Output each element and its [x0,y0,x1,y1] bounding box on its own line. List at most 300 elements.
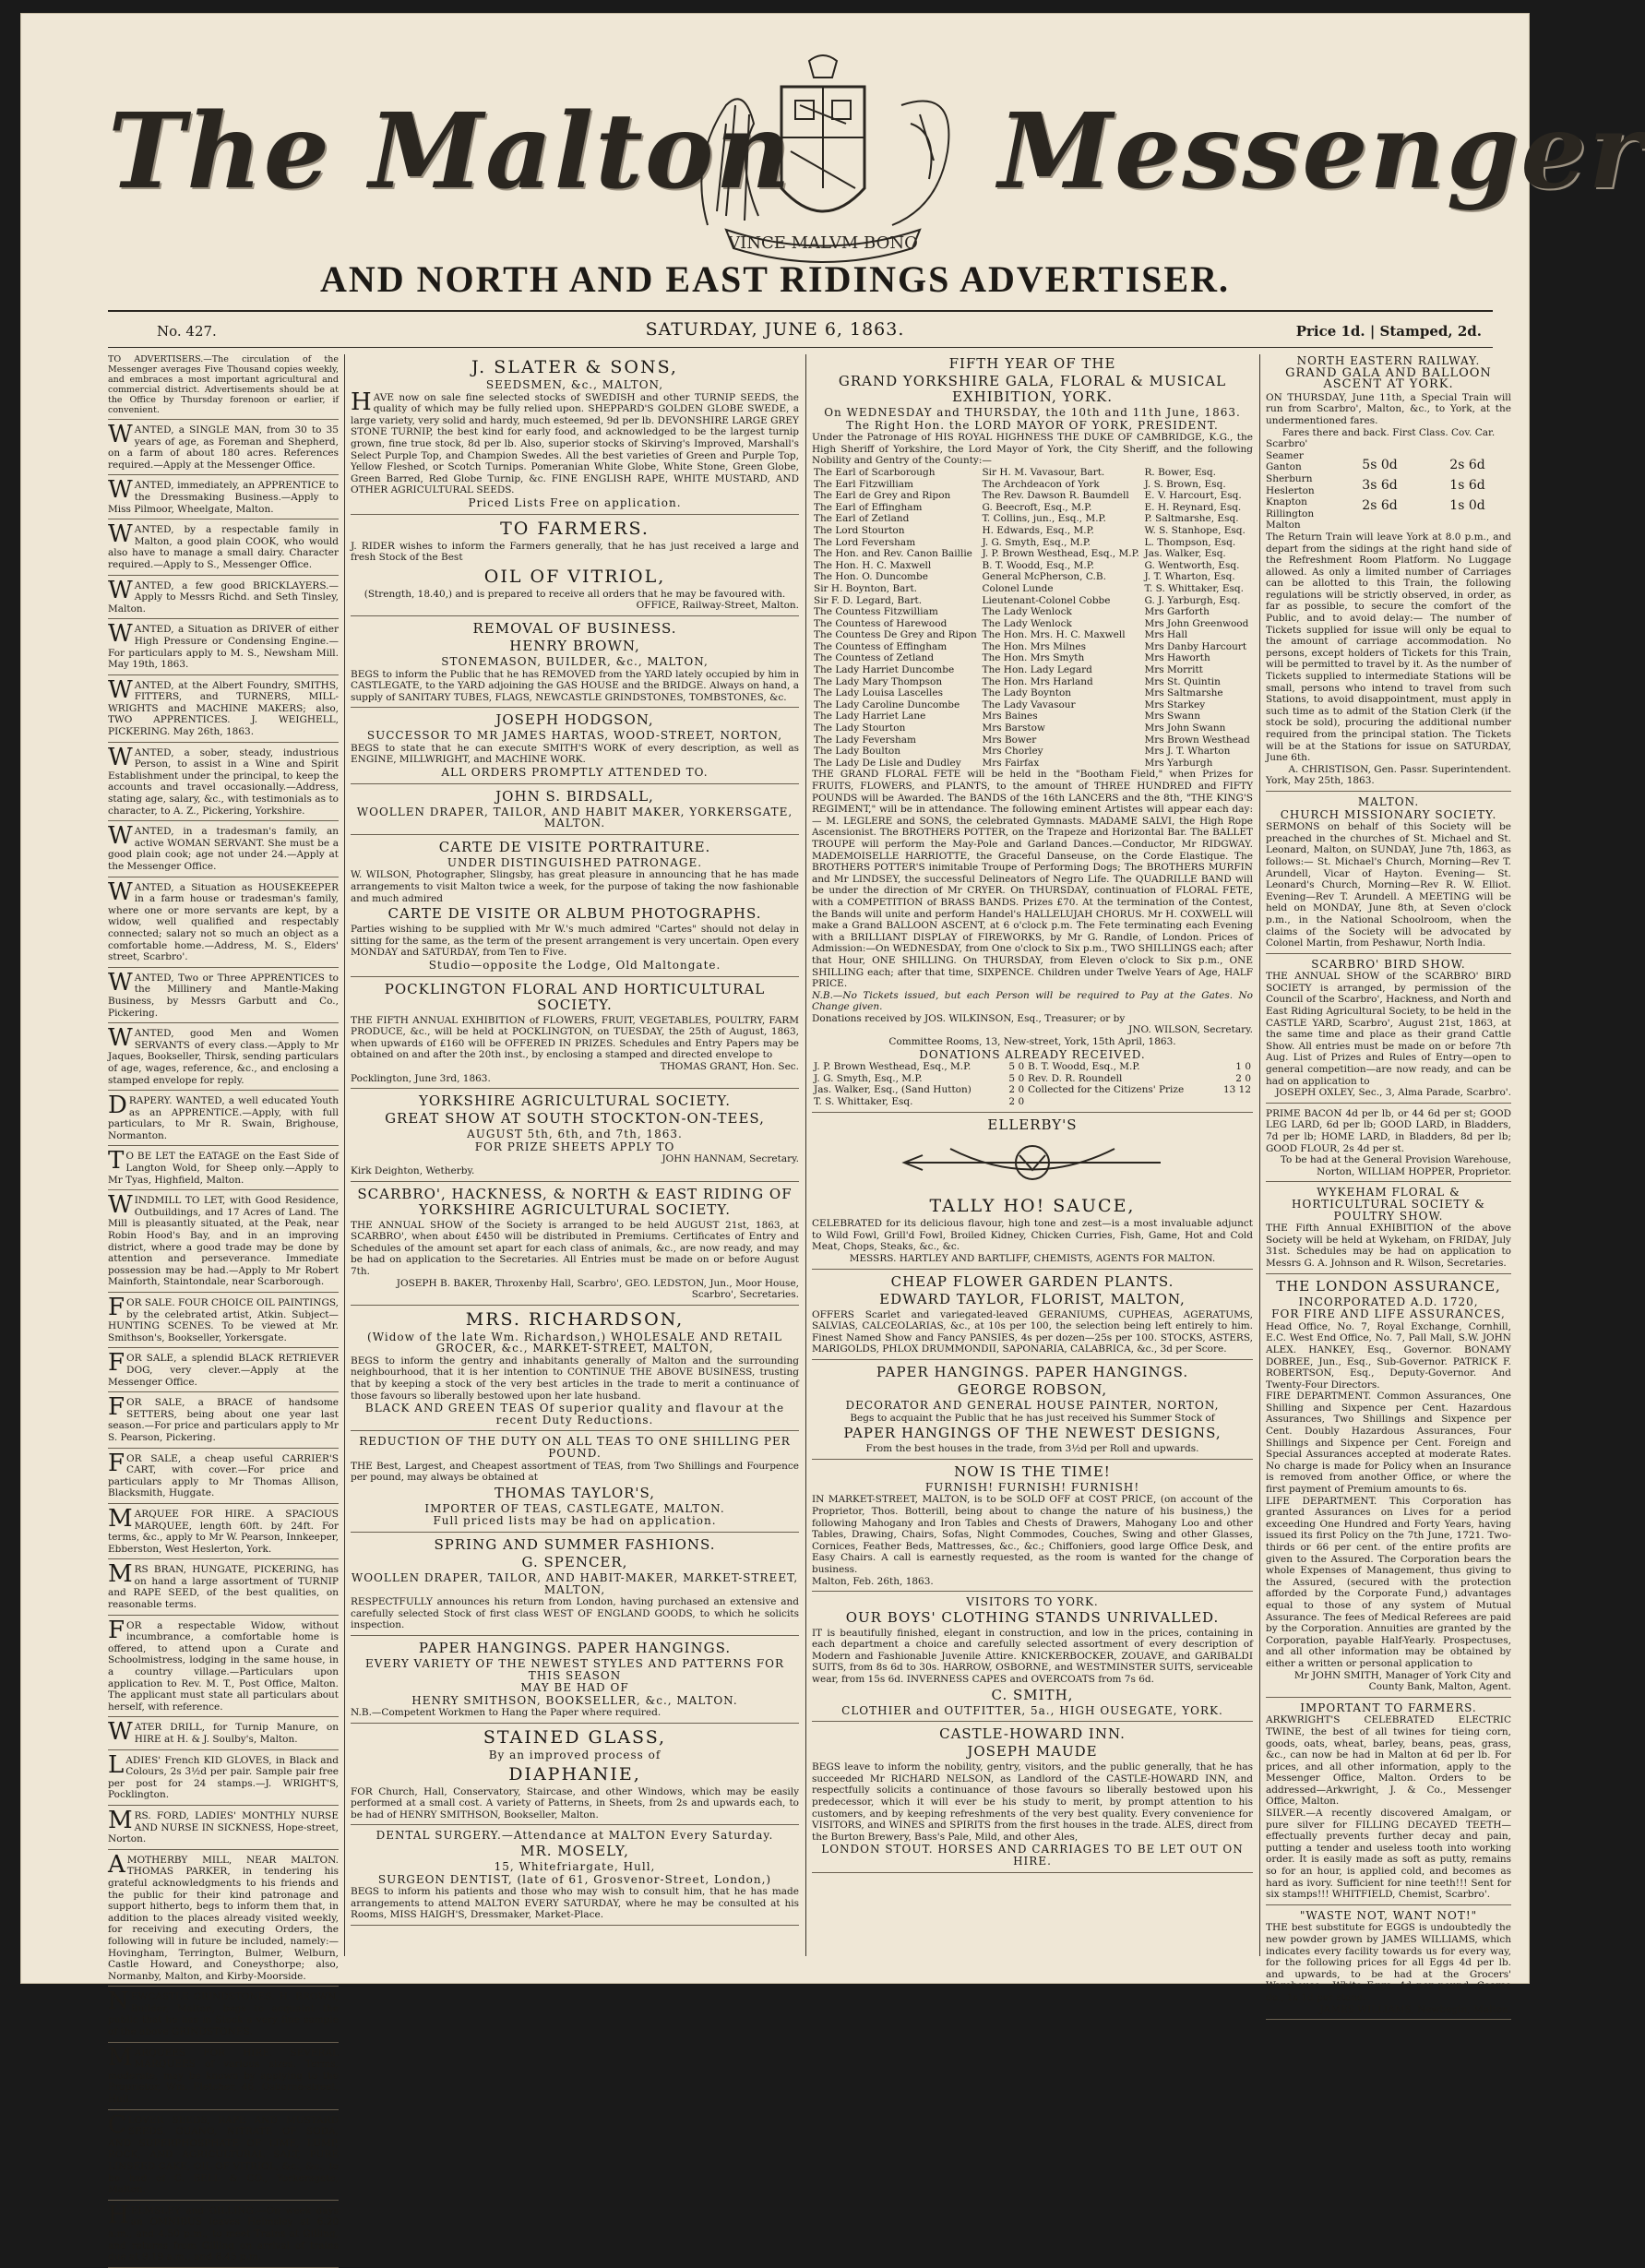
table-row [812,1073,1253,1085]
table-row [812,490,1253,502]
fare-value: 5s 0d [1362,457,1398,472]
small-ad [108,620,339,674]
small-ad [108,743,339,822]
ad-body: THE GRAND FLORAL FETE will be held in the "Bootham Field," when Prizes for FRUITS, FLOWERS, and PLANTS, to the amount of THREE HUNDRED and FIFTY POUNDS will be Awarded. The BANDS of the 16th LANCERS and the 8th, "THE KING'S REGIMENT," will be in attendance. The following eminent Artistes will appear each day:— M. LEGLERE and SONS, the celebrated Gymnasts. MADAME SALVI, the High Rope Ascensionist. The BROTHERS POTTER, on the Trapeze and Horizontal Bar. The BALLET TROUPE will perform the May-Pole and Garland Dances.—Conductor, Mr RIDGWAY. MADEMOISELLE HARRIOTTE, the Graceful Danseuse, on the Corde Elastique. The BROTHERS POTTER'S inimitable Troupe of Performing Dogs; The BROTHERS MURFIN and Mr LINDSEY, the successful Delineators of Negro Life. The QUADRILLE BAND will be under the direction of Mr CRYER. On THURSDAY, continuation of FLORAL FETE, with a COMPETITION of BRASS BANDS. Prizes £70. At the termination of the Contest, the Bands will unite and perform Handel's HALLELUJAH CHORUS. Mr H. COXWELL will make a Grand BALLOON ASCENT, at 6 o'clock p.m. The Fete terminating each Evening with a BRILLIANT DISPLAY of FIREWORKS, by Mr G. Randle, of London. Prices of Admission:—On WEDNESDAY, from One o'clock to Six p.m., TWO SHILLINGS each; after that Hour, ONE SHILLING. On THURSDAY, from Eleven o'clock to Six p.m., ONE SHILLING each; after that time, SIXPENCE. Children under Twelve Years of Age, HALF PRICE. [812,769,1253,990]
notice-to-advertisers: TO ADVERTISERS.—The circulation of the Messenger averages Five Thousand copies weekly, and embraces a most important agricultural and commercial district. Advertisements should be at the Office by Thursday forenoon or earlier, if convenient. [108,354,339,420]
fares-table [1266,438,1511,531]
small-ad [108,1504,339,1559]
ad-scarbro-bird-show [1266,959,1511,1104]
ad-headline: SCARBRO' BIRD SHOW. [1311,957,1466,971]
small-ad-text: MRS BRAN, HUNGATE, PICKERING, has on hand a large assortment of TURNIP and RAPE SEED, of the best qualities, on reasonable terms. [108,1560,339,1611]
ad-signature: To be had at the General Provision Warehouse, Norton, WILLIAM HOPPER, Proprietor. [1280,1154,1511,1177]
issue-number: No. 427. [157,323,217,340]
ad-subhead: FOR FIRE AND LIFE ASSURANCES, [1271,1307,1506,1321]
patron-name: E. H. Reynard, Esq. [1144,501,1242,513]
ad-headline: FIFTH YEAR OF THE [948,355,1116,372]
patron-name: Colonel Lunde [982,582,1054,594]
donation-amount: 5 0 [1008,1072,1025,1084]
table-row [812,560,1253,572]
ad-body: LIFE DEPARTMENT. This Corporation has granted Assurances on Lives for a period exceeding One Hundred and Forty Years, having issued its first Policy on the 7th June, 1721. Two-thirds or 66 per cent. of the entire profits are given to the Assured. The Corporation bears the whole Expenses of Management, thus giving to the Assured, (secured with the protection afforded by the Corporate Fund,) advantages equal to those of any system of Mutual Assurance. The fees of Medical Referees are paid by the Corporation. Annuities are granted by the Corporation, payable Half-Yearly. Prospectuses, and all other information may be obtained by either a written or personal application to [1266,1495,1511,1669]
ad-name: THOMAS TAYLOR'S, [494,1484,656,1501]
ad-headline: DENTAL SURGERY.—Attendance at MALTON Every Saturday. [375,1829,774,1843]
small-ad [108,421,339,475]
ad-body: THE ANNUAL SHOW of the SCARBRO' BIRD SOCIETY is arranged, by permission of the Council of the Scarbro', Hackness, and North and East Riding Agricultural Society, to be held in the CASTLE YARD, Scarbro', August 21st, 1863, at the same time and place as their grand Cattle Show. All entries must be made on or before 7th Aug. List of Prizes and Rules of Entry—open to general competition—are now ready, and can be had on application to [1266,971,1511,1087]
ad-wykeham-show [1266,1187,1511,1273]
small-ad-text: WINDMILL TO LET, with Good Residence, Outbuildings, and 17 Acres of Land. The Mill is pleasantly situated, at the Peak, near Robin Hood's Bay, and in an improving district, where a good trade may be done by attention and perseverance. Immediate possession may be had.—Apply to Mr Robert Mainforth, Staintondale, near Scarborough. [108,1191,339,1288]
column-1-small-ads [108,354,339,2263]
small-ad-text: WANTED, a SINGLE MAN, from 30 to 35 years of age, as Foreman and Shepherd, on a farm of about 180 acres. References required.—Apply at the Messenger Office. [108,421,339,471]
ad-to-farmers [351,519,799,616]
patron-name: The Earl of Effingham [814,501,923,513]
small-ad [108,520,339,575]
ad-thomas-taylor [351,1436,799,1533]
ad-subhead: AUGUST 5th, 6th, and 7th, 1863. [467,1128,683,1141]
ad-body: THE ANNUAL SHOW of the Society is arranged to be held AUGUST 21st, 1863, at SCARBRO', when about £450 will be distributed in Premiums. Certificates of Entry and Schedules of the amount set apart for each class of animals, &c., are now ready, and may be had on application to the Secretaries. All Entries must be made on or before August 7th. [351,1219,799,1277]
ad-body: Donations received by JOS. WILKINSON, Esq., Treasurer; or by [812,1012,1126,1024]
ad-subhead: INCORPORATED A.D. 1720, [1298,1295,1479,1308]
ad-subhead: CLOTHIER and OUTFITTER, 5a., HIGH OUSEGATE, YORK. [841,1703,1223,1717]
small-ad-text: FOR SALE, a cheap useful CARRIER'S CART, with cover.—For price and particulars apply to Mr Thomas Allison, Blacksmith, Huggate. [108,1449,339,1499]
patron-name: The Hon. Mrs Milnes [982,640,1087,652]
ad-headline: OIL OF VITRIOL, [483,566,666,587]
patron-name: The Lady Louisa Lascelles [814,687,943,699]
patron-name: P. Saltmarshe, Esq. [1144,513,1239,525]
ad-name: MR. MOSELY, [520,1842,629,1859]
donation-amount [1216,1096,1253,1108]
ad-date: Pocklington, June 3rd, 1863. [351,1072,491,1084]
small-ad [108,968,339,1023]
ad-prime-bacon [1266,1108,1511,1183]
donations-heading: DONATIONS ALREADY RECEIVED. [919,1047,1146,1061]
ad-headline: REDUCTION OF THE DUTY ON ALL TEAS TO ONE SHILLING PER POUND. [359,1435,791,1461]
ad-headline: JOHN S. BIRDSALL, [495,787,654,805]
ad-body: IN MARKET-STREET, MALTON, is to be SOLD OFF at COST PRICE, (on account of the Proprietor, Thos. Botterill, being about to change the nature of his business,) the following Mahogany and Iron Tables and Chests of Drawers, Mahogany Loo and other Tables, Drawing, Chairs, Sofas, Night Commodes, Couches, Swing and other Glasses, Cornices, Feather Beds, Mattresses, &c., &c.; Chiffoniers, good large Office Desk, and Easy Chairs. A call is earnestly requested, as the room is wanted for the change of business. [812,1494,1253,1575]
table-row [812,583,1253,595]
donor-name: Collected for the Citizens' Prize [1028,1084,1185,1096]
small-ad-text: WANTED, a Situation as DRIVER of either High Pressure or Condensing Engine.—For particulars apply to M. S., Newsham Mill. May 19th, 1863. [108,620,339,671]
ad-body: EVERY VARIETY OF THE NEWEST STYLES AND PATTERNS FOR THIS SEASON [364,1656,785,1682]
ad-signature: MESSRS. HARTLEY AND BARTLIFF, CHEMISTS, AGENTS FOR MALTON. [849,1253,1216,1264]
ad-body: FOR PRIZE SHEETS APPLY TO [474,1140,675,1153]
subtitle: AND NORTH AND EAST RIDINGS ADVERTISER. [320,258,1230,300]
ad-body: ON THURSDAY, June 11th, a Special Train will run from Scarbro', Malton, &c., to York, at the undermentioned fares. [1266,391,1511,426]
ad-date: York, May 25th, 1863. [1266,775,1375,787]
ad-name: JOSEPH MAUDE [967,1743,1098,1761]
small-ad-text: WANTED, in a tradesman's family, an active WOMAN SERVANT. She must be a good plain cook; age not under 24.—Apply at the Messenger Office. [108,822,339,872]
patron-name: G. J. Yarburgh, Esq. [1144,594,1241,606]
table-row [812,548,1253,560]
table-row [812,502,1253,514]
patron-name: General McPherson, C.B. [982,571,1106,583]
patron-name: Jas. Walker, Esq. [1144,548,1226,560]
fare-value: 1s 6d [1449,477,1485,493]
ad-ellerbys-sauce [812,1117,1253,1270]
fares-heading: Fares there and back. First Class. Cov. Car. [1281,426,1496,438]
patron-name: The Countess of Effingham [814,640,948,652]
donor-name [1026,1096,1215,1108]
ad-headline: THE LONDON ASSURANCE, [1276,1277,1501,1295]
ad-body: BEGS to inform the Public that he has REMOVED from the YARD lately occupied by him in CASTLEGATE, to the YARD adjoining the GAS HOUSE and the BRIDGE. Always on hand, a supply of SANITARY TUBES, FLAGS, NEWCASTLE GRINDSTONES, TOMBSTONES, &c. [351,668,799,703]
table-row [812,537,1253,549]
patron-name: Sir F. D. Legard, Bart. [814,594,923,606]
small-ad [108,877,339,968]
ad-g-spencer [351,1537,799,1636]
small-ad [108,1718,339,1749]
patron-name: The Lady Mary Thompson [814,675,943,687]
ad-signature: JOSEPH OXLEY, Sec., 3, Alma Parade, Scarbro'. [1275,1087,1511,1099]
table-row [812,629,1253,641]
ad-headline: CHURCH MISSIONARY SOCIETY. [1280,807,1497,821]
small-ad-text: DRAPERY. WANTED, a well educated Youth as an APPRENTICE.—Apply, with full particulars, to Mr R. Swain, Brighouse, Normanton. [108,1092,339,1141]
table-row [812,641,1253,653]
patron-name: Mrs Morritt [1144,664,1203,676]
ad-date: Malton, Feb. 26th, 1863. [812,1575,934,1587]
patron-name: Sir H. M. Vavasour, Bart. [982,466,1105,478]
ad-edward-taylor-florist [812,1274,1253,1360]
small-ad-text: FOR SALE. FOUR CHOICE OIL PAINTINGS, by the celebrated artist, Atkin. Subject—HUNTING SCENES. To be viewed at Mr. Smithson's, Bookseller, Yorkersgate. [108,1294,339,1343]
small-ad [108,1560,339,1615]
patron-name: The Countess Fitzwilliam [814,606,938,618]
ad-subhead: MAY BE HAD OF [520,1681,629,1695]
ad-body: W. WILSON, Photographer, Slingsby, has great pleasure in announcing that he has made arrangements to visit Malton twice a week, for the purpose of taking the now fashionable and much admired [351,869,799,904]
ad-slater [351,358,799,515]
ad-body: ARKWRIGHT'S CELEBRATED ELECTRIC TWINE, the best of all twines for tieing corn, goods, oats, wheat, barley, beans, peas, grass, &c., can now be had in Malton at 6d per lb. For prices, and all other information, apply to the Messenger Office, Malton. Orders to be addressed—Arkwright, J. & Co., Messenger Office, Malton. [1266,1714,1511,1808]
donation-amount: 5 0 [1008,1061,1025,1073]
table-row [812,479,1253,491]
small-ad [108,1393,339,1448]
fare-value: 2s 6d [1362,497,1398,513]
patron-name: Sir H. Boynton, Bart. [814,582,918,594]
patron-name: The Lady Boulton [814,746,901,758]
patron-name: The Rev. Dawson R. Baumdell [982,490,1129,502]
patron-name: E. V. Harcourt, Esq. [1144,490,1242,502]
patron-name: G. Beecroft, Esq., M.P. [982,501,1092,513]
patron-name: The Hon. Mrs. H. C. Maxwell [982,629,1126,641]
ad-name: HENRY SMITHSON, BOOKSELLER, &c., MALTON. [411,1693,738,1707]
ad-body: BEGS to state that he can execute SMITH'S WORK of every description, as well as ENGINE, MILLWRIGHT, and MACHINE WORK. [351,742,799,766]
small-ad [108,1024,339,1091]
issue-date: SATURDAY, JUNE 6, 1863. [645,319,905,340]
small-ad [108,1850,339,1987]
patron-name: J. P. Brown Westhead, Esq., M.P. [982,548,1139,560]
patron-name: T. Collins, jun., Esq., M.P. [982,513,1106,525]
ad-headline: POCKLINGTON FLORAL AND HORTICULTURAL SOCIETY. [384,980,766,1013]
patron-name: The Lady Caroline Duncombe [814,698,960,710]
small-ad-text: WANTED, a few good BRICKLAYERS.—Apply to Messrs Richd. and Seth Tinsley, Malton. [108,576,339,615]
ad-subhead: The Right Hon. the LORD MAYOR OF YORK, PRESIDENT. [846,418,1219,432]
title-messenger: Messenger [998,91,1645,212]
ad-footer: From the best houses in the trade, from 3½d per Roll and upwards. [865,1443,1199,1455]
patron-name: The Hon. Lady Legard [982,664,1092,676]
column-3 [812,354,1253,1956]
patron-name: Mrs Barstow [982,722,1045,734]
ad-george-robson [812,1365,1253,1460]
small-ad [108,576,339,620]
table-row [812,676,1253,688]
ad-headline: IMPORTANT TO FARMERS. [1300,1701,1477,1714]
small-ad [108,2043,339,2110]
patron-name: The Hon. Mrs Smyth [982,652,1085,664]
ad-church-missionary [1266,796,1511,954]
ad-headline: CASTLE-HOWARD INN. [939,1725,1126,1743]
small-ad-text: FOR SALE, a splendid BLACK RETRIEVER DOG, very clever.—Apply at the Messenger Office. [108,1349,339,1388]
ad-subhead: DECORATOR AND GENERAL HOUSE PAINTER, NORTON, [845,1398,1220,1412]
small-ad [108,1349,339,1392]
small-ad-text: WANTED, Two or Three APPRENTICES to the Millinery and Mantle-Making Business, by Messrs Garbutt and Co., Pickering. [108,968,339,1019]
patron-name: The Lady Vavasour [982,698,1076,710]
ad-headline: JOSEPH HODGSON, [495,711,654,729]
ad-waste-not [1266,1910,1511,2020]
patron-name: The Hon. O. Duncombe [814,571,928,583]
ad-headline: SCARBRO', HACKNESS, & NORTH & EAST RIDING OF YORKSHIRE AGRICULTURAL SOCIETY. [357,1185,793,1218]
small-ad [108,1806,339,1850]
patron-name: Mrs Chorley [982,746,1043,758]
ad-subhead: UNDER DISTINGUISHED PATRONAGE. [447,855,703,869]
ad-castle-howard-inn [812,1726,1253,1872]
donation-amount: 1 0 [1235,1061,1251,1073]
column-divider [344,354,345,1956]
ad-footer: Studio—opposite the Lodge, Old Maltongate. [428,959,721,972]
ad-yorkshire-agricultural [351,1093,799,1181]
ad-name: EDWARD TAYLOR, FLORIST, MALTON, [879,1290,1186,1307]
ad-c-smith-clothier [812,1596,1253,1722]
ad-body: BEGS leave to inform the nobility, gentry, visitors, and the public generally, that he has succeeded Mr RICHARD NELSON, as Landlord of the CASTLE-HOWARD INN, and respectfully solicits a continuance of those favours so liberally bestowed upon his predecessor, which it will ever be his study to merit, by prompt attention to his customers, and by keeping refreshments of the very best quality. Every convenience for VISITORS, and WINES and SPIRITS from the first houses in the trade. ALES, direct from the Burton Brewery, Bass's Pale, Mild, and other Ales, [812,1761,1253,1843]
donor-name: Jas. Walker, Esq., (Sand Hutton) [814,1084,972,1096]
patron-name: The Lady Harriet Duncombe [814,664,955,676]
ad-footer: ALL ORDERS PROMPTLY ATTENDED TO. [441,766,709,780]
ad-body: (Strength, 18.40,) and is prepared to receive all orders that he may be favoured with. [364,588,786,600]
patron-name: The Countess of Harewood [814,617,948,629]
ad-headline: MRS. RICHARDSON, [465,1308,685,1330]
station-name: Knapton [1266,496,1307,508]
table-row [812,687,1253,699]
ad-henry-brown [351,621,799,708]
ad-signature: JOSEPH B. BAKER, Throxenby Hall, Scarbro', GEO. LEDSTON, Jun., Moor House, Scarbro', Secretaries. [396,1277,799,1301]
table-row [812,467,1253,479]
small-ad [108,1750,339,1806]
small-ad [108,2110,339,2201]
table-row [812,664,1253,676]
station-name: Sherburn [1266,472,1313,484]
column-divider [805,354,806,1956]
ad-signature: JNO. WILSON, Secretary. [1128,1024,1253,1036]
small-ad-text: MARQUEES FOR HIRE. SEVERAL MARQUEES of various sizes. Terms, moderate, may be known by applying to the Proprietor, Wm. Fletcher, 46, Osborne-street, Hull. [108,2043,339,2106]
small-ad [108,1616,339,1718]
ad-body: THE Best, Largest, and Cheapest assortment of TEAS, from Two Shillings and Fourpence per pound, may always be obtained at [351,1460,799,1484]
patron-name: The Lord Feversham [814,536,916,548]
ad-headline: SPRING AND SUMMER FASHIONS. [434,1536,716,1553]
patron-name: H. Edwards, Esq., M.P. [982,524,1094,536]
ad-body: PRIME BACON 4d per lb, or 44 6d per st; GOOD LEG LARD, 6d per lb; GOOD LARD, in Bladders, 7d per lb; HOME LARD, in Bladders, 8d per lb; GOOD FLOUR, 2s 4d per st. [1266,1107,1511,1154]
donations-table [812,1061,1253,1107]
patron-name: J. G. Smyth, Esq., M.P. [982,536,1091,548]
ad-signature: JAMES WILLIAMS, Newbegin, Malton. [1319,2003,1511,2015]
table-row [812,746,1253,758]
ad-body: THE Fifth Annual EXHIBITION of the above Society will be held at Wykeham, on FRIDAY, July 31st. Schedules may be had on application to Messrs G. A. Johnson and R. Wilson, Secretaries. [1266,1223,1511,1269]
small-ads-list [108,421,339,2268]
ad-body: Under the Patronage of HIS ROYAL HIGHNESS THE DUKE OF CAMBRIDGE, K.G., the High Sheriff of Yorkshire, the Lord Mayor of York, the City Sheriff, and the following Nobility and Gentry of the County:— [812,432,1253,467]
station-name: Heslerton [1266,484,1315,496]
patron-name: The Earl Fitzwilliam [814,478,913,490]
small-ad-text: LADIES' French KID GLOVES, in Black and Colours, 2s 3½d per pair. Sample pair free per post for 24 stamps.—J. WRIGHT'S, Pocklington. [108,1750,339,1801]
ad-pocklington-society [351,982,799,1090]
ad-body: RESPECTFULLY announces his return from London, having purchased an extensive and carefully selected Stock of first class WEST OF ENGLAND GOODS, to which he solicits inspection. [351,1596,799,1631]
ad-body: THE best substitute for EGGS is undoubtedly the new powder grown by JAMES WILLIAMS, which indicates every facility towards us for every way, for the following prices for all Eggs 4d per lb. and upwards, to be had at the Grocers' Warehouse.—White Eggs, 4d per pound. Coarse do., 1s 1d per stone. [1266,1922,1511,2003]
small-ad-text: AMOTHERBY MILL, NEAR MALTON. THOMAS PARKER, in tendering his grateful acknowledgments to his friends and the public for their kind patronage and support hitherto, begs to inform them that, in addition to the places already visited weekly, for receiving and executing Orders, the following will in future be included, namely:—Hovingham, Terrington, Bulmer, Welburn, Castle Howard, and Coneysthorpe; also, Normanby, Malton, and Kirby-Moorside. [108,1850,339,1982]
station-name: Rillington [1266,507,1315,519]
ad-body: OFFERS Scarlet and variegated-leaved GERANIUMS, CUPHEAS, AGERATUMS, SALVIAS, CALCEOLARIAS, &c., at 10s per 100, the selection being left entirely to him. Finest Named Show and Fancy PANSIES, 4s per dozen—25s per 100. STOCKS, ASTERS, MARIGOLDS, PHLOX DRUMMONDII, SAPONARIA, CALABRICA, &c., 3d per Score. [812,1308,1253,1355]
fare-values [1336,438,1511,531]
patron-name: Mrs St. Quintin [1144,675,1221,687]
ad-body: IT is beautifully finished, elegant in construction, and low in the prices, containing in each department a choice and carefully selected assortment of every description of Modern and Fashionable Juvenile Attire. KNICKERBOCKER, ZOUAVE, and GARIBALDI SUITS, from 8s 6d to 30s. HARROW, OSBORNE, and WESTMINSTER SUITS, serviceable wear, from 15s 6d. INVERNESS CAPES and OVERCOATS from 7s 6d. [812,1627,1253,1686]
ad-footer: Full priced lists may be had on application. [433,1514,717,1528]
table-row [812,513,1253,525]
ad-body: SERMONS on behalf of this Society will be preached in the churches of St. Michael and St. Leonard, Malton, on SUNDAY, June 7th, 1863, as follows:— St. Michael's Church, Morning—Rev T. Arundell, Vicar of Hayton. Evening— St. Leonard's Church, Morning—Rev R. W. Elliot. Evening—Rev T. Arundell. A MEETING will be held on MONDAY, June 8th, at Seven o'clock p.m., in the National Schoolroom, when the claims of the Society will be advocated by Colonel Martin, from Peshawur, North India. [1266,821,1511,949]
ad-birdsall [351,789,799,835]
patron-name: The Lady Harriet Lane [814,710,926,722]
patron-name: The Lady Wenlock [982,606,1072,618]
table-row [812,1084,1253,1096]
ad-headline: PAPER HANGINGS. PAPER HANGINGS. [876,1363,1189,1380]
ad-body: HAVE now on sale fine selected stocks of SWEDISH and other TURNIP SEEDS, the quality of which may be fully relied upon. SHEPPARD'S GOLDEN GLOBE SWEDE, a large variety, very solid and hardy, much esteemed, 9d per lb. DEVONSHIRE LARGE GREY STONE TURNIP, the best kind for early food, and acknowledged to be the largest turnip grown, fine true stock, 8d per lb. Also, superior stocks of Skirving's Improved, Marshall's Select Purple Top, and Champion Swedes. All the best varieties of Green and Purple Top, Yellow Fleshed, or Scotch Turnips. Pomeranian White Globe, White Stone, Green Globe, Green Barred, Red Globe Turnip, &c. FINE ENGLISH RAPE, WHITE MUSTARD, AND OTHER AGRICULTURAL SEEDS. [351,388,799,496]
ad-body: SILVER.—A recently discovered Amalgam, or pure silver for FILLING DECAYED TEETH—effectually prevents further decay and pain, putting a tender and useless tooth into working order. It is easily made as soft as putty, remains so for an hour, is applied cold, and becomes as hard as ivory. Sufficient for nine teeth!!! Sent for six stamps!!! WHITFIELD, Chemist, Scarbro'. [1266,1808,1511,1901]
ad-subhead: VISITORS TO YORK. [966,1595,1099,1609]
ad-body: FOR Church, Hall, Conservatory, Staircase, and other Windows, which may be easily performed at a small cost. A variety of Patterns, in Sheets, from 2s and upwards each, to be had of HENRY SMITHSON, Bookseller, Malton. [351,1785,799,1820]
small-ad [108,1449,339,1504]
ad-subhead: WOOLLEN DRAPER, TAILOR, AND HABIT MAKER, YORKERSGATE, MALTON. [356,805,793,830]
column-2 [351,354,799,1956]
patron-name: Lieutenant-Colonel Cobbe [982,594,1111,606]
station-name: Ganton [1266,461,1302,473]
ad-subhead: MALTON. [1357,794,1420,808]
donor-name: T. S. Whittaker, Esq. [814,1096,913,1108]
small-ad-text: MARQUEE FOR HIRE. A SPACIOUS MARQUEE, length 60ft. by 24ft. For terms, &c., apply to Mr W. Pearson, Innkeeper, Ebberston, West Heslerton, York. [108,1504,339,1555]
ad-joseph-hodgson [351,712,799,783]
ad-subhead: SUCCESSOR TO MR JAMES HARTAS, WOOD-STREET, NORTON, [366,729,783,743]
ad-signature: JOHN HANNAM, Secretary. [662,1153,799,1165]
ad-subhead: NORTH EASTERN RAILWAY. [1296,354,1481,367]
issue-price: Price 1d. | Stamped, 2d. [1295,323,1482,340]
table-row [812,1096,1253,1108]
ad-headline: ELLERBY'S [987,1116,1078,1133]
ad-headline: STAINED GLASS, [483,1726,667,1748]
ad-name: HENRY BROWN, [509,637,640,654]
table-row [812,571,1253,583]
ad-body: CELEBRATED for its delicious flavour, high tone and zest—is a most invaluable adjunct to Wild Fowl, Grill'd Fowl, Broiled Kidney, Chicken Curries, Fish, Game, Hot and Cold Meat, Chops, Steaks, &c., &c. [812,1218,1253,1253]
donor-name: Rev. D. R. Roundell [1028,1072,1123,1084]
patron-name: The Countess of Zetland [814,652,935,664]
ad-date: On WEDNESDAY and THURSDAY, the 10th and 11th June, 1863. [824,406,1241,419]
patron-name: Mrs Haworth [1144,652,1210,664]
ad-title: TALLY HO! SAUCE, [929,1196,1136,1217]
small-ad-text: HELMSLEY and GILLING.—On week days an OMNIBUS leaves Helmsley at 6.20 a.m., and 4.50 p.m., to meet Trains at Gilling, and returns from Gilling on arrival of trains due at 9.19 a.m., and 6.45 p.m. [108,2201,339,2263]
patron-name: The Lady Stourton [814,722,906,734]
table-row [812,595,1253,607]
ad-headline: NOW IS THE TIME! [954,1462,1111,1480]
ad-subhead: SURGEON DENTIST, (late of 61, Grosvenor-Street, London,) [377,1872,772,1886]
ad-subhead: STONEMASON, BUILDER, &c., MALTON, [441,654,709,668]
patron-name: The Lady Feversham [814,734,916,746]
donor-name: J. P. Brown Westhead, Esq., M.P. [814,1061,972,1073]
ad-headline: OUR BOYS' CLOTHING STANDS UNRIVALLED. [845,1608,1220,1626]
patron-name: J. S. Brown, Esq. [1144,478,1226,490]
small-ad-text: WANTED, good Men and Women SERVANTS of every class.—Apply to Mr Jaques, Bookseller, Thirsk, sending particulars of age, wages, reference, &c., and enclosing a stamped envelope for reply. [108,1024,339,1086]
coat-of-arms-emblem [671,50,975,262]
fare-value: 2s 6d [1449,457,1485,472]
ad-electric-twine [1266,1702,1511,1905]
small-ad [108,675,339,743]
ad-name: G. SPENCER, [521,1554,628,1570]
small-ad [108,1092,339,1146]
patron-name: The Lady Boynton [982,687,1072,699]
patron-name: The Earl de Grey and Ripon [814,490,951,502]
patron-name: Mrs Brown Westhead [1144,734,1250,746]
hunting-emblem-icon [812,1135,1253,1190]
ad-furnish [812,1464,1253,1592]
ad-body: Head Office, No. 7, Royal Exchange, Cornhill, E.C. West End Office, No. 7, Pall Mall, S.W. JOHN ALEX. HANKEY, Esq., Governor. BONAMY DOBREE, Jun., Esq., Sub-Governor. PATRICK F. ROBERTSON, Esq., Deputy-Governor. And Twenty-Four Directors. [1266,1320,1511,1391]
ad-subhead: 15, Whitefriargate, Hull, [494,1859,656,1873]
ad-grand-yorkshire-gala [812,356,1253,1113]
small-ad-text: NEWCASTLE GRINDSTONES. H. BROWN, Builder, Malton, begs to acquaint the public that he has in Stock a very fine sample of the above GRINDSTONES. [108,1987,339,2038]
ad-mrs-richardson [351,1310,799,1432]
ad-headline: "WASTE NOT, WANT NOT!" [1299,1908,1478,1922]
patron-name: Mrs Hall [1144,629,1188,641]
small-ad-text: WANTED, by a respectable family in Malton, a good plain COOK, who would also have to manage a small dairy. Character required.—Apply to S., Messenger Office. [108,520,339,570]
ad-subhead: (Widow of the late Wm. Richardson,) WHOLESALE AND RETAIL GROCER, &c., MARKET-STREET, MALTON, [367,1330,782,1355]
patron-name: The Lord Stourton [814,524,905,536]
small-ad-text: WANTED, a sober, steady, industrious Person, to assist in a Wine and Spirit Establishment under the principal, to keep the accounts and travel occasionally.—Address, stating age, salary, &c., with testimonials as to character, to A. Z., Pickering, Yorkshire. [108,743,339,817]
masthead-rule [108,310,1493,312]
ad-name: DIAPHANIE, [508,1763,641,1785]
patron-name: The Hon. Mrs Harland [982,675,1093,687]
patron-name: Mrs Garforth [1144,606,1210,618]
patrons-table [812,467,1253,769]
station-name: Seamer [1266,449,1304,461]
ad-footer: Priced Lists Free on application. [468,495,682,509]
patron-name: Mrs Fairfax [982,757,1040,769]
patron-name: Mrs John Swann [1144,722,1226,734]
small-ad-text: FOR SALE, a BRACE of handsome SETTERS, being about one year last season.—For price and particulars apply to Mr S. Pearson, Pickering. [108,1393,339,1443]
small-ad [108,1987,339,2042]
patron-name: T. S. Whittaker, Esq. [1144,582,1244,594]
small-ad-text: MRS. FORD, LADIES' MONTHLY NURSE AND NURSE IN SICKNESS, Hope-street, Norton. [108,1806,339,1845]
patron-name: R. Bower, Esq. [1144,466,1216,478]
ad-subhead: IMPORTER OF TEAS, CASTLEGATE, MALTON. [424,1501,725,1515]
patron-name: The Lady Wenlock [982,617,1072,629]
ad-name: GEORGE ROBSON, [957,1380,1108,1398]
ad-carte-de-visite [351,840,799,977]
ad-body: Parties wishing to be supplied with Mr W.'s much admired "Cartes" should not delay in sitting for the same, as the term of the present arrangement is very uncertain. Open every MONDAY and SATURDAY, from Ten to Five. [351,924,799,959]
small-ad-text: WANTED, a Situation as HOUSEKEEPER in a farm house or tradesman's family, where one or more servants are kept, by a widow, well qualified and respectably connected; salary not so much an object as a comfortable home.—Address, M. S., Elders' street, Scarbro'. [108,877,339,963]
ad-body: FIRE DEPARTMENT. Common Assurances, One Shilling and Sixpence per Cent. Hazardous Assurances, Two Shillings and Sixpence per Cent. Doubly Hazardous Assurances, Four Shillings and Sixpence per Cent. Foreign and Special Assurances accepted at moderate Rates. No charge is made for Policy when an Insurance is removed from another Office, or where the first payment of Premium amounts to 6s. [1266,1391,1511,1496]
column-divider [1259,354,1260,1956]
ad-paper-hangings-smithson [351,1641,799,1724]
small-ad-text: CLOVER SEEDS, RAPE AND MUSTARD SEEDS, GUANO, NITRATE OF SODA, AND SUPERPHOSPHATE OF LIME, LUMP, ROCK, AND AGRICULTURAL SALT, PURE LINSEED CAKE, OIL OF VITRIOL, &c., &c., to be had of C. BELL & CO., Yorkersgate, Malton. [108,2110,339,2196]
patron-name: L. Thompson, Esq. [1144,536,1236,548]
ad-subhead: By an improved process of [488,1748,662,1761]
small-ad [108,1147,339,1190]
ad-london-assurance [1266,1279,1511,1698]
ad-signature: A. CHRISTISON, Gen. Passr. Superintendent. [1288,763,1511,775]
ad-headline: J. SLATER & SONS, [471,357,678,377]
table-row [812,652,1253,664]
issue-rule [108,347,1493,348]
patron-name: The Lady De Lisle and Dudley [814,757,961,769]
column-4 [1266,354,1511,2015]
patron-name: G. Wentworth, Esq. [1144,559,1240,571]
title-the-malton: The Malton [108,91,793,212]
table-row [812,525,1253,537]
